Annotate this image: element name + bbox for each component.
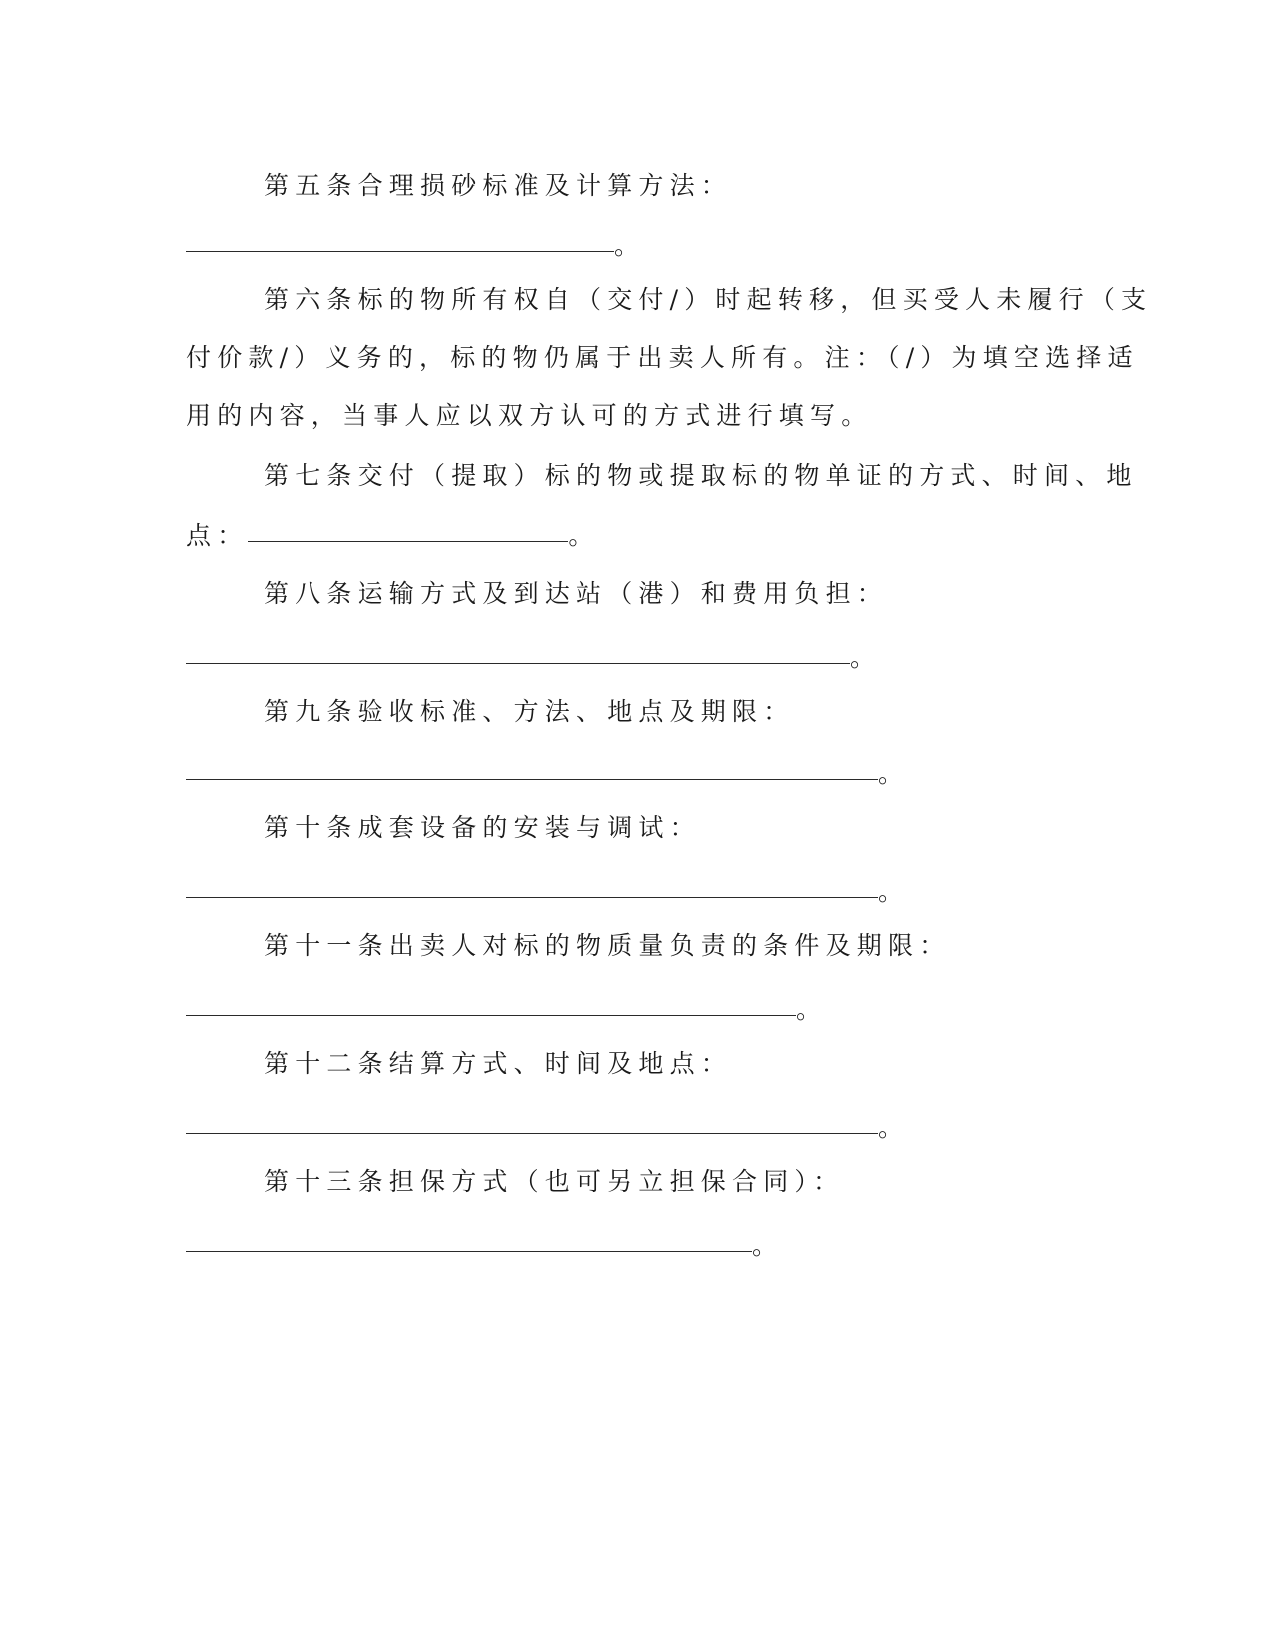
clause-6-line-1: 第六条标的物所有权自（交付/）时起转移，但买受人未履行（支 <box>264 285 1153 314</box>
clause-12-fill-line[interactable] <box>186 1132 878 1134</box>
clause-9-fill-line[interactable] <box>186 778 878 780</box>
clause-9-end: 。 <box>878 759 904 788</box>
clause-8-fill-line[interactable] <box>186 662 850 664</box>
clause-7-line-1: 第七条交付（提取）标的物或提取标的物单证的方式、时间、地 <box>264 461 1138 490</box>
clause-12-heading: 第十二条结算方式、时间及地点： <box>264 1049 733 1078</box>
clause-11-heading: 第十一条出卖人对标的物质量负责的条件及期限： <box>264 931 951 960</box>
clause-12-end: 。 <box>878 1113 904 1142</box>
clause-10-heading: 第十条成套设备的安装与调试： <box>264 813 701 842</box>
clause-7-prefix: 点： <box>186 521 249 550</box>
clause-5-heading: 第五条合理损砂标准及计算方法： <box>264 171 733 200</box>
clause-13-end: 。 <box>752 1231 778 1260</box>
clause-12-blank[interactable] <box>186 1108 903 1148</box>
clause-10-fill-line[interactable] <box>186 896 878 898</box>
clause-5-fill-line[interactable] <box>186 250 614 252</box>
clause-13-blank[interactable] <box>186 1226 777 1266</box>
clause-8-heading: 第八条运输方式及到达站（港）和费用负担： <box>264 579 889 608</box>
clause-13-fill-line[interactable] <box>186 1250 752 1252</box>
clause-11-fill-line[interactable] <box>186 1014 796 1016</box>
clause-9-blank[interactable] <box>186 754 903 794</box>
clause-6-line-3: 用的内容，当事人应以双方认可的方式进行填写。 <box>186 401 873 430</box>
clause-13-heading: 第十三条担保方式（也可另立担保合同）： <box>264 1167 845 1196</box>
clause-11-end: 。 <box>796 995 822 1024</box>
clause-10-end: 。 <box>878 877 904 906</box>
clause-7-end: 。 <box>568 521 594 550</box>
clause-8-end: 。 <box>850 643 876 672</box>
clause-5-end: 。 <box>614 231 640 260</box>
clause-7-line-2[interactable] <box>186 516 593 556</box>
clause-6-line-2: 付价款/）义务的，标的物仍属于出卖人所有。注：（/）为填空选择适 <box>186 343 1139 372</box>
clause-7-fill-line[interactable] <box>248 540 568 542</box>
clause-8-blank[interactable] <box>186 638 875 678</box>
clause-10-blank[interactable] <box>186 872 903 912</box>
clause-5-blank[interactable] <box>186 226 639 266</box>
clause-9-heading: 第九条验收标准、方法、地点及期限： <box>264 697 795 726</box>
clause-11-blank[interactable] <box>186 990 821 1030</box>
